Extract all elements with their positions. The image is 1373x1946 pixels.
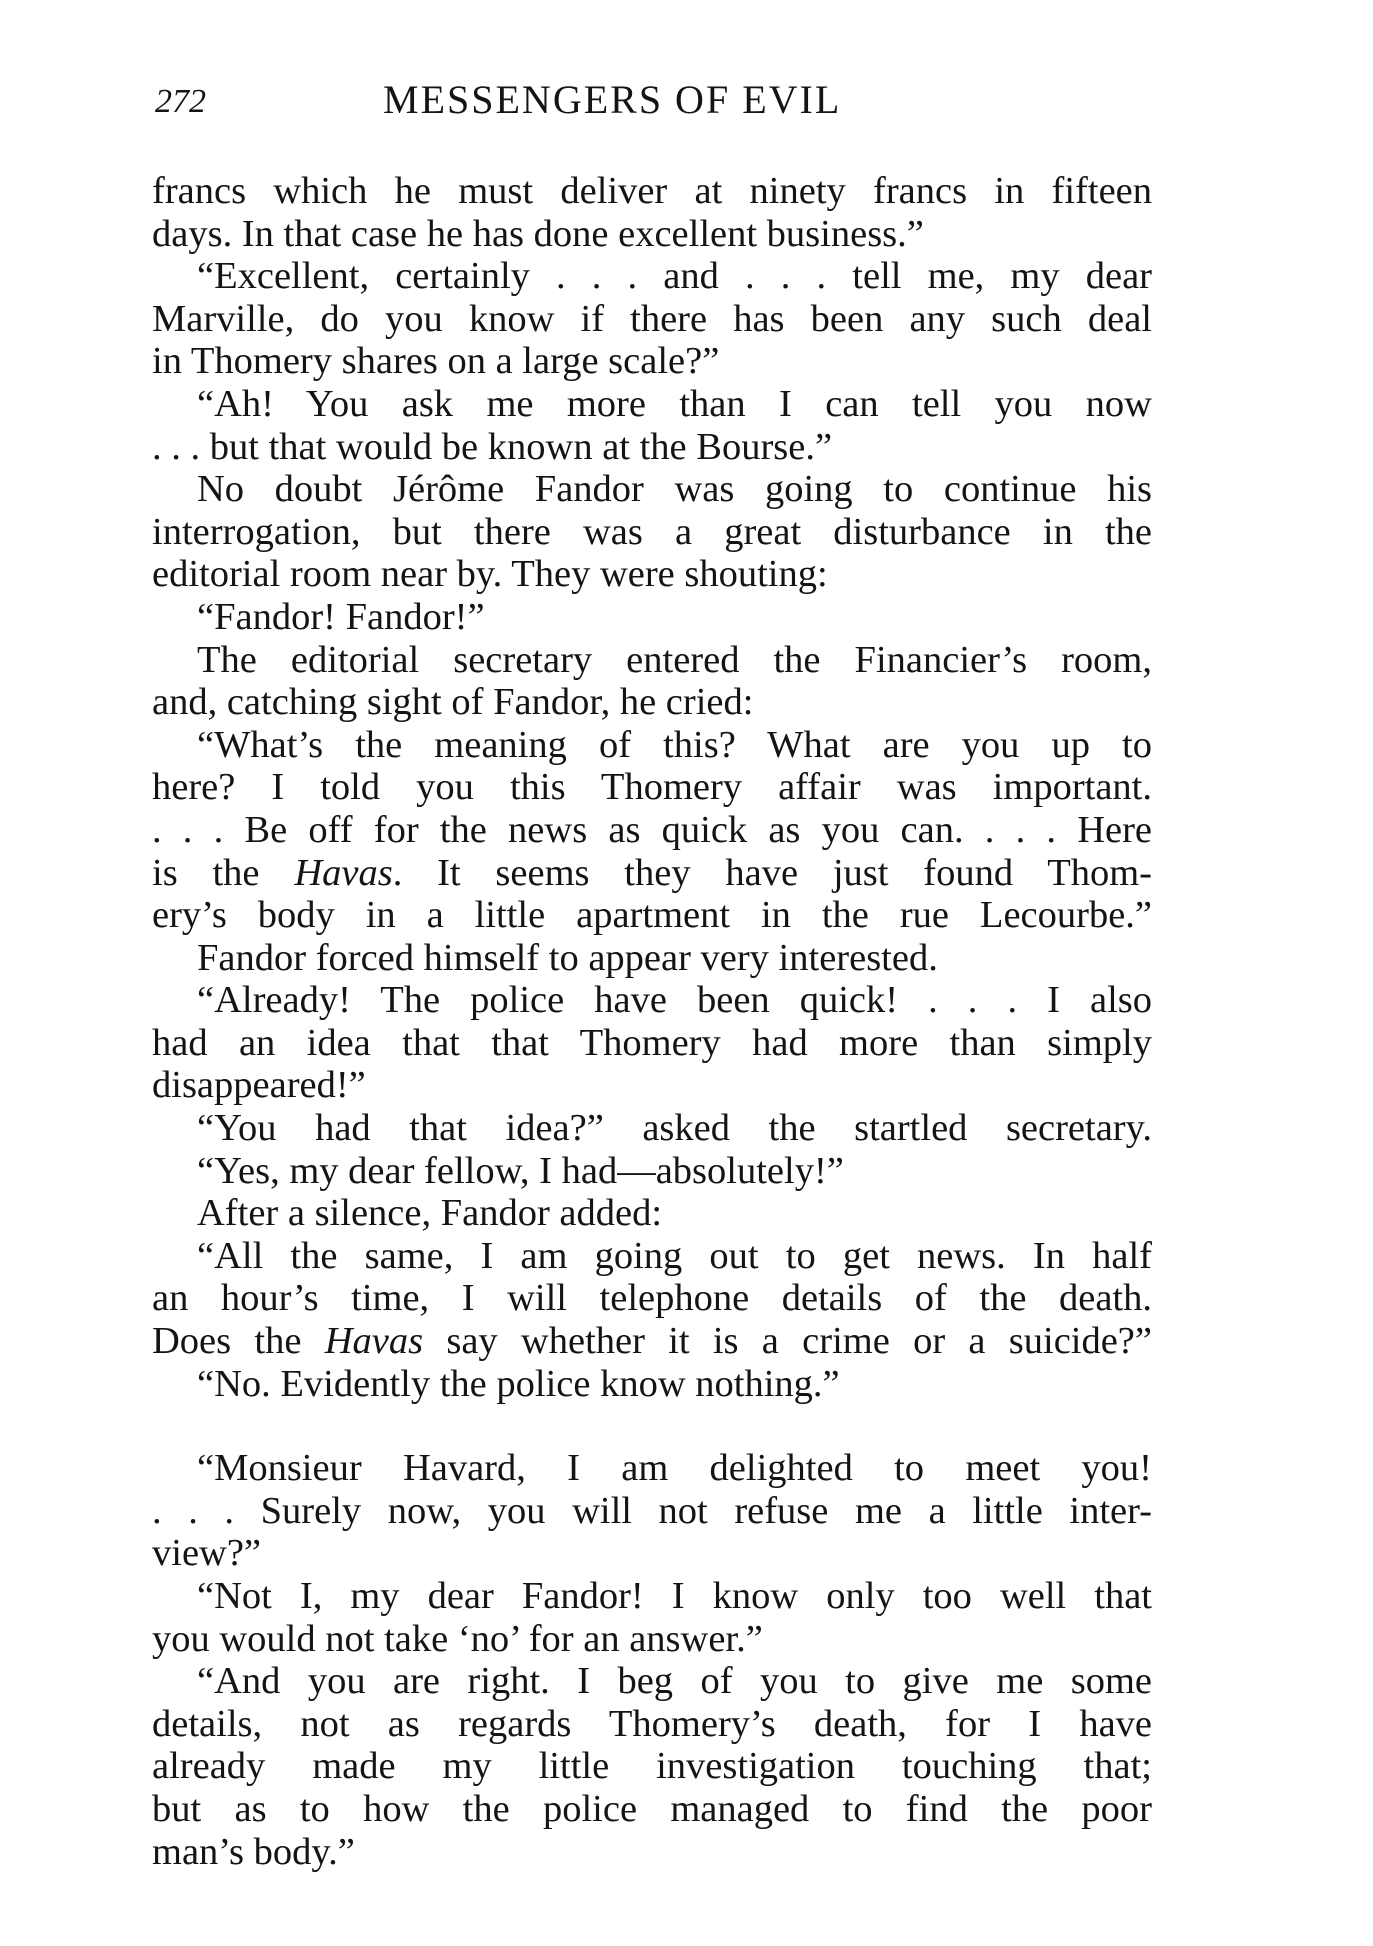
text-line: editorial room near by. They were shouting:: [152, 553, 828, 596]
text-line: After a silence, Fandor added:: [197, 1192, 663, 1235]
text-line: . . . Surely now, you will not refuse me a little inter-: [152, 1489, 1152, 1532]
text-line: and, catching sight of Fandor, he cried:: [152, 681, 754, 724]
text-line: interrogation, but there was a great disturbance in the: [152, 510, 1152, 553]
text-line: “Yes, my dear fellow, I had—absolutely!”: [197, 1149, 844, 1192]
text-line: here? I told you this Thomery affair was important.: [152, 766, 1152, 809]
text-section-3: [152, 1363, 1152, 1406]
text-section-1: [152, 170, 1152, 852]
text-line-havas-2: [152, 1320, 1152, 1363]
text-line: “Already! The police have been quick! . . . I also: [197, 979, 1152, 1022]
page-number: 272: [155, 83, 206, 120]
text-line: disappeared!”: [152, 1064, 366, 1107]
text-line: “Monsieur Havard, I am delighted to meet you!: [197, 1447, 1152, 1490]
running-title: MESSENGERS OF EVIL: [383, 77, 842, 122]
italic-word-havas: Havas: [294, 851, 393, 894]
italic-word-havas: Havas: [324, 1320, 424, 1363]
text-line: already made my little investigation touching that;: [152, 1745, 1152, 1788]
text-line: “Ah! You ask me more than I can tell you now: [197, 382, 1152, 425]
text-line: The editorial secretary entered the Financier’s room,: [197, 638, 1152, 681]
text-line: details, not as regards Thomery’s death, for I have: [152, 1702, 1152, 1745]
text-line: Fandor forced himself to appear very interested.: [197, 936, 938, 979]
text-section-4: [152, 1447, 1152, 1873]
text-fragment: is the: [152, 851, 295, 894]
text-fragment: . It seems they have just found Thom-: [392, 851, 1152, 894]
text-section-2: [152, 894, 1152, 1320]
text-line: you would not take ‘no’ for an answer.”: [152, 1617, 763, 1660]
text-fragment: Does the: [152, 1320, 325, 1363]
text-line-havas-1: [152, 852, 1152, 895]
text-line: but as to how the police managed to find the poor: [152, 1787, 1152, 1830]
section-break: [152, 1405, 1152, 1447]
text-line: “What’s the meaning of this? What are you up to: [197, 723, 1152, 766]
text-line: “Fandor! Fandor!”: [197, 595, 485, 638]
text-line: “Excellent, certainly . . . and . . . tell me, my dear: [197, 255, 1152, 298]
text-line: in Thomery shares on a large scale?”: [152, 340, 720, 383]
text-line: . . . Be off for the news as quick as you can. . . . Here: [152, 808, 1152, 851]
text-line: days. In that case he has done excellent business.”: [152, 212, 924, 255]
text-line: . . . but that would be known at the Bourse.”: [152, 425, 833, 468]
text-line: “You had that idea?” asked the startled secretary.: [197, 1107, 1152, 1150]
text-line: ery’s body in a little apartment in the rue Lecourbe.”: [152, 894, 1152, 937]
text-line: man’s body.”: [152, 1830, 355, 1873]
page-header: [155, 70, 1155, 130]
text-line: No doubt Jérôme Fandor was going to continue his: [197, 468, 1152, 511]
text-fragment: say whether it is a crime or a suicide?”: [423, 1320, 1152, 1363]
text-line: “No. Evidently the police know nothing.”: [197, 1362, 840, 1405]
text-line: an hour’s time, I will telephone details of the death.: [152, 1277, 1152, 1320]
body-text: [152, 170, 1152, 1873]
text-line: “Not I, my dear Fandor! I know only too well that: [197, 1575, 1152, 1617]
text-line: francs which he must deliver at ninety francs in fifteen: [152, 170, 1152, 212]
text-line: view?”: [152, 1532, 262, 1575]
text-line: “And you are right. I beg of you to give me some: [197, 1660, 1152, 1703]
text-line: Marville, do you know if there has been any such deal: [152, 297, 1152, 340]
text-line: had an idea that that Thomery had more than simply: [152, 1021, 1152, 1064]
text-line: “All the same, I am going out to get news. In half: [197, 1234, 1152, 1277]
